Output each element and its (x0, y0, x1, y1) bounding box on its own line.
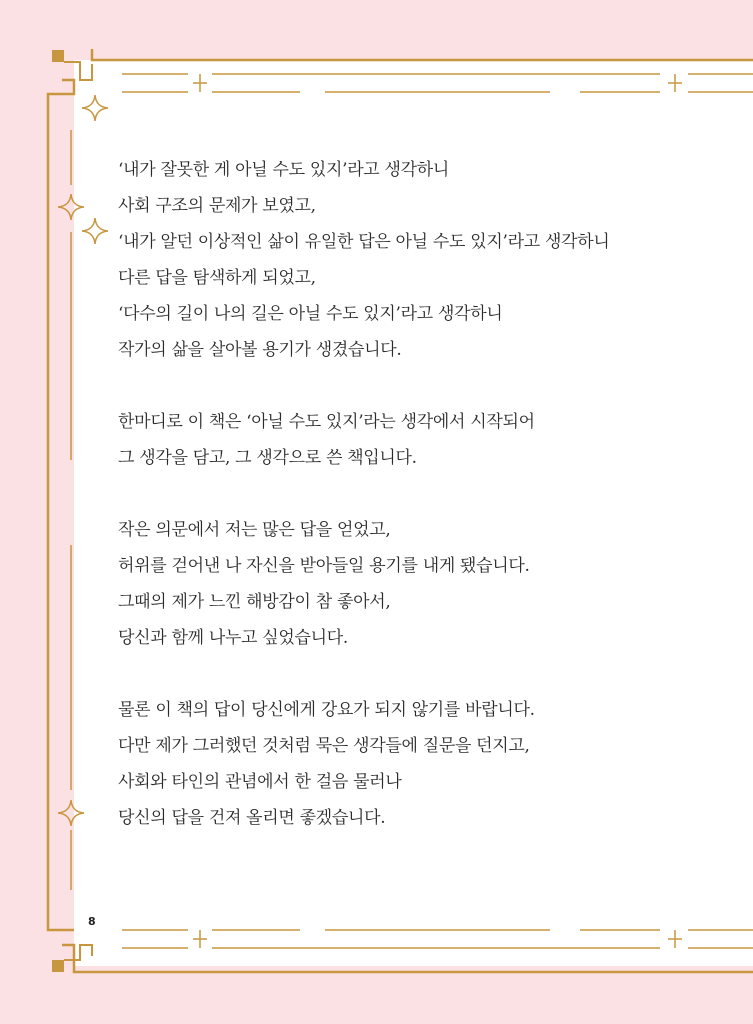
paragraph (118, 692, 738, 836)
text-line: 당신의 답을 건져 올리면 좋겠습니다. (118, 808, 386, 828)
text-line: ‘다수의 길이 나의 길은 아닐 수도 있지’라고 생각하니 (118, 304, 503, 324)
paragraph-spacer (118, 368, 738, 404)
text-line: 그때의 제가 느낀 해방감이 참 좋아서, (118, 592, 391, 612)
text-line: 한마디로 이 책은 ‘아닐 수도 있지’라는 생각에서 시작되어 (118, 412, 535, 432)
text-line: 허위를 걷어낸 나 자신을 받아들일 용기를 내게 됐습니다. (118, 556, 530, 576)
paragraph (118, 152, 738, 368)
sparkle-icon (80, 93, 110, 123)
text-line: 그 생각을 담고, 그 생각으로 쓴 책입니다. (118, 448, 417, 468)
paragraph (118, 512, 738, 656)
text-line: 당신과 함께 나누고 싶었습니다. (118, 628, 349, 648)
text-line: 사회와 타인의 관념에서 한 걸음 물러나 (118, 772, 402, 792)
text-line: ‘내가 알던 이상적인 삶이 유일한 답은 아닐 수도 있지’라고 생각하니 (118, 232, 610, 252)
paragraph-spacer (118, 476, 738, 512)
text-line: 작은 의문에서 저는 많은 답을 얻었고, (118, 520, 391, 540)
text-line: 사회 구조의 문제가 보였고, (118, 196, 316, 216)
sparkle-icon (56, 798, 86, 828)
text-line: ‘내가 잘못한 게 아닐 수도 있지’라고 생각하니 (118, 160, 450, 180)
sparkle-icon (80, 216, 110, 246)
text-line: 작가의 삶을 살아볼 용기가 생겼습니다. (118, 340, 402, 360)
paragraph-spacer (118, 656, 738, 692)
page-number: 8 (88, 915, 96, 928)
text-line: 물론 이 책의 답이 당신에게 강요가 되지 않기를 바랍니다. (118, 700, 535, 720)
text-line: 다른 답을 탐색하게 되었고, (118, 268, 316, 288)
paragraph (118, 404, 738, 476)
text-line: 다만 제가 그러했던 것처럼 묵은 생각들에 질문을 던지고, (118, 736, 530, 756)
body-text (118, 152, 738, 836)
